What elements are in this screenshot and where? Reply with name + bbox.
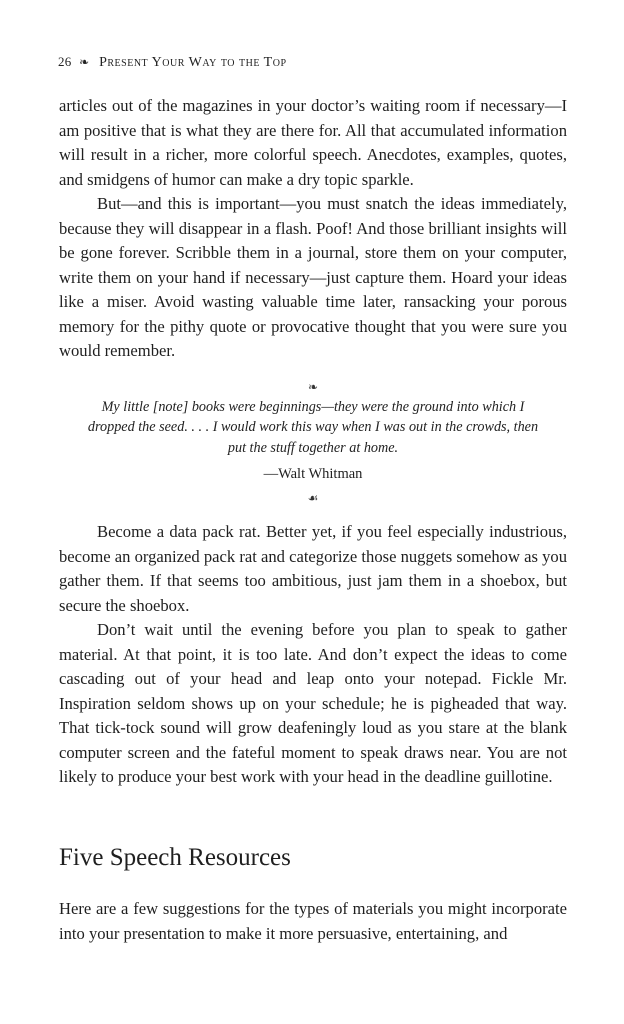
- page-number: 26: [58, 54, 72, 69]
- fleuron-ornament-icon: ☙: [307, 491, 319, 505]
- paragraph: articles out of the magazines in your doctor’s waiting room if necessary—I am positive that is what they are there for. All that accumulated information will result in a richer, more colorful speech. Anecdotes, examples, quotes, and smidgens of humor can make a dry topic sparkle.: [59, 96, 567, 189]
- running-head-title: Present Your Way to the Top: [99, 55, 287, 70]
- epigraph-quote: My little [note] books were beginnings—they were the ground into which I dropped the seed. . . . I would work this way when I was out in the crowds, then put the stuff together at home.: [87, 398, 539, 456]
- paragraph: But—and this is important—you must snatch the ideas immediately, because they will disappear in a flash. Poof! And those brilliant insights will be gone forever. Scribble them in a journal, store them on your computer, write them on your hand if necessary—just capture them. Hoard your ideas like a miser. Avoid wasting valuable time later, ransacking your porous memory for the pithy quote or provocative thought that you were sure you would remember.: [59, 194, 567, 360]
- section-body: [59, 897, 567, 946]
- running-head: [58, 54, 287, 71]
- paragraph: Become a data pack rat. Better yet, if you feel especially industrious, become an organized pack rat and categorize those nuggets somehow as you gather them. If that seems too ambitious, just jam them in a shoebox, but secure the shoebox.: [59, 522, 567, 615]
- body-text: [59, 94, 567, 790]
- paragraph: Don’t wait until the evening before you plan to speak to gather material. At that point, it is too late. And don’t expect the ideas to come cascading out of your head and leap onto your notepad. Fickle Mr. Inspiration seldom shows up on your schedule; he is pigheaded that way. That tick-tock sound will grow deafeningly loud as you stare at the blank computer screen and the fateful moment to speak draws near. You are not likely to produce your best work with your head in the deadline guillotine.: [59, 620, 567, 786]
- epigraph-attribution: —Walt Whitman: [263, 466, 363, 482]
- fleuron-ornament-icon: ❧: [307, 379, 319, 394]
- section-heading: Five Speech Resources: [59, 844, 291, 871]
- paragraph: Here are a few suggestions for the types of materials you might incorporate into your presentation to make it more persuasive, entertaining, and: [59, 899, 567, 943]
- fleuron-ornament-icon: ❧: [79, 55, 90, 69]
